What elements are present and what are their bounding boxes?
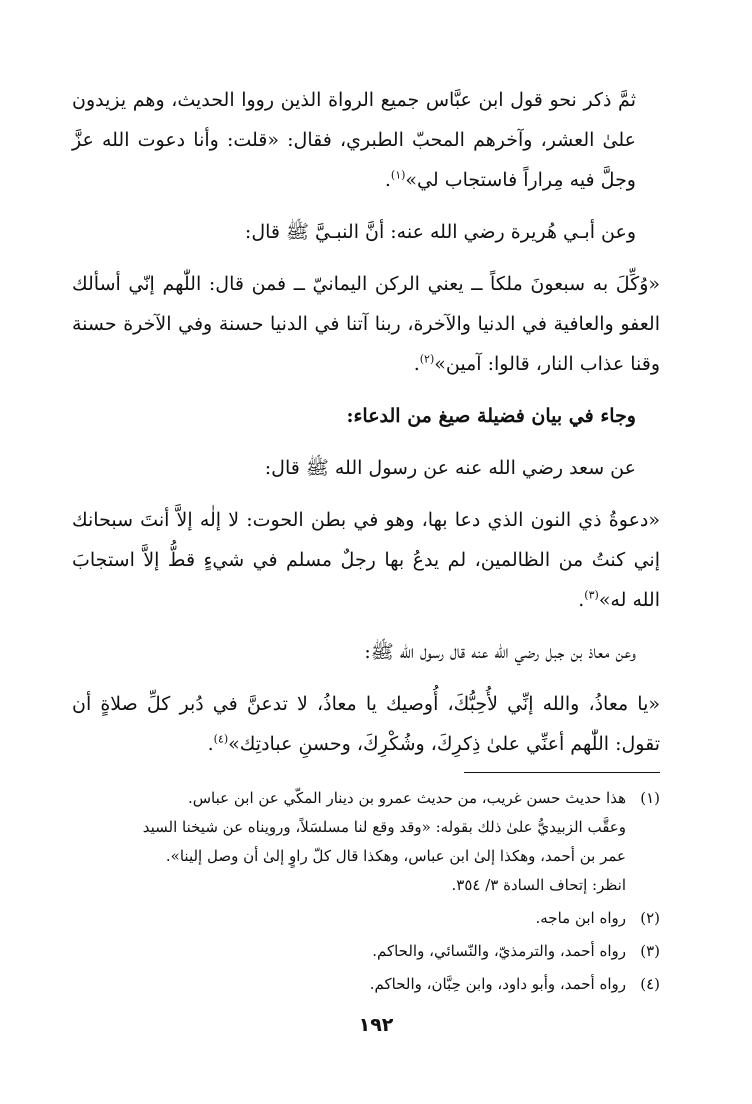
page-number: ١٩٢ xyxy=(358,1014,394,1036)
paragraph-hadith-yemeni-corner xyxy=(72,264,660,384)
paragraph-tail: . xyxy=(413,353,420,375)
footnote-number: (٤) xyxy=(640,975,660,993)
paragraph-hadith-muadh xyxy=(72,684,660,764)
footnote-line: رواه أحمد، والترمذيّ، والنّسائي، والحاكم. xyxy=(372,942,626,960)
footnote-divider xyxy=(464,772,660,773)
footnote-ref[interactable]: (٣) xyxy=(584,588,599,602)
footnote-number: (٣) xyxy=(640,942,660,960)
paragraph-narration-abu-hurairah xyxy=(72,212,660,252)
footnote-number: (١) xyxy=(640,789,660,807)
footnote-ref[interactable]: (٢) xyxy=(419,352,435,366)
footnote-number: (٢) xyxy=(640,909,660,927)
paragraph-text: وعن أبـي هُريرة رضي الله عنه: أنَّ النبـيَّ ﷺ قال: xyxy=(244,221,636,243)
paragraph-narration-muadh xyxy=(72,632,660,672)
paragraph-tail: . xyxy=(207,733,214,755)
paragraph-text: وعن معاذ بن جبل رضي الله عنه قال رسول الله ﷺ: xyxy=(364,641,636,663)
main-text xyxy=(72,80,660,776)
paragraph-tail: . xyxy=(384,169,391,191)
footnote-line: عمر بن أحمد، وهكذا إلىٰ ابن عباس، وهكذا قال كلّ راوٍ إلىٰ أن وصل إلينا». xyxy=(165,847,626,865)
footnote-body xyxy=(72,784,626,900)
footnotes xyxy=(72,784,660,1003)
paragraph-tail: . xyxy=(578,589,585,611)
footnote-1 xyxy=(72,784,660,900)
footnote-line: رواه أحمد، وأبو داود، وابن حِبَّان، والحاكم. xyxy=(369,975,626,993)
paragraph-text: وجاء في بيان فضيلة صيغ من الدعاء: xyxy=(346,405,636,427)
footnote-ref[interactable]: (٤) xyxy=(213,732,229,746)
footnote-body xyxy=(72,937,626,966)
footnote-line: رواه ابن ماجه. xyxy=(535,909,626,927)
paragraph-text: عن سعد رضي الله عنه عن رسول الله ﷺ قال: xyxy=(264,457,636,479)
footnote-body xyxy=(72,970,626,999)
paragraph-text: «يا معاذُ، والله إنِّي لأُحِبُّكَ، أُوصيك يا معاذُ، لا تدعنَّ في دُبر كلِّ صلاةٍ أن تقول: اللّٰهم أعنِّي علىٰ ذِكرِكَ، وشُكْرِكَ، وحسنِ عبادتِك» xyxy=(72,693,660,755)
paragraph-narration-saad xyxy=(72,448,660,488)
footnote-line: انظر: إتحاف السادة ٣/ ٣٥٤. xyxy=(451,876,626,894)
paragraph-text: «وُكِّلَ به سبعونَ ملكاً ــ يعني الركن اليمانيّ ــ فمن قال: اللّٰهم إنّي أسألك العفو والعافية في الدنيا والآخرة، ربنا آتنا في الدنيا حسنة وفي الآخرة حسنة وقنا عذاب النار، قالوا: آمين» xyxy=(72,273,660,375)
footnote-line: وعقَّب الزبيديُّ علىٰ ذلك بقوله: «وقد وقع لنا مسلسَلاً، ورويناه عن شيخنا السيد xyxy=(142,818,626,836)
footnote-4 xyxy=(72,970,660,999)
paragraph-hadith-dhun-nun xyxy=(72,500,660,620)
section-heading xyxy=(72,396,660,436)
paragraph-text: ثمَّ ذكر نحو قول ابن عبَّاس جميع الرواة الذين رووا الحديث، وهم يزيدون علىٰ العشر، وآخرهم المحبّ الطبري، فقال: «قلت: وأنا دعوت الله عزَّ وجلَّ فيه مِراراً فاستجاب لي» xyxy=(72,89,636,191)
footnote-3 xyxy=(72,937,660,966)
footnote-line: هذا حديث حسن غريب، من حديث عمرو بن دينار المكّي عن ابن عباس. xyxy=(187,789,626,807)
footnote-ref[interactable]: (١) xyxy=(390,168,406,182)
paragraph-intro xyxy=(72,80,660,200)
footnote-body xyxy=(72,904,626,933)
footnote-2 xyxy=(72,904,660,933)
paragraph-text: «دعوةُ ذي النون الذي دعا بها، وهو في بطن الحوت: لا إلٰه إلاَّ أنتَ سبحانك إني كنتُ من الظالمين، لم يدعُ بها رجلٌ مسلم في شيءٍ قطُّ إلاَّ استجابَ الله له» xyxy=(72,509,660,611)
